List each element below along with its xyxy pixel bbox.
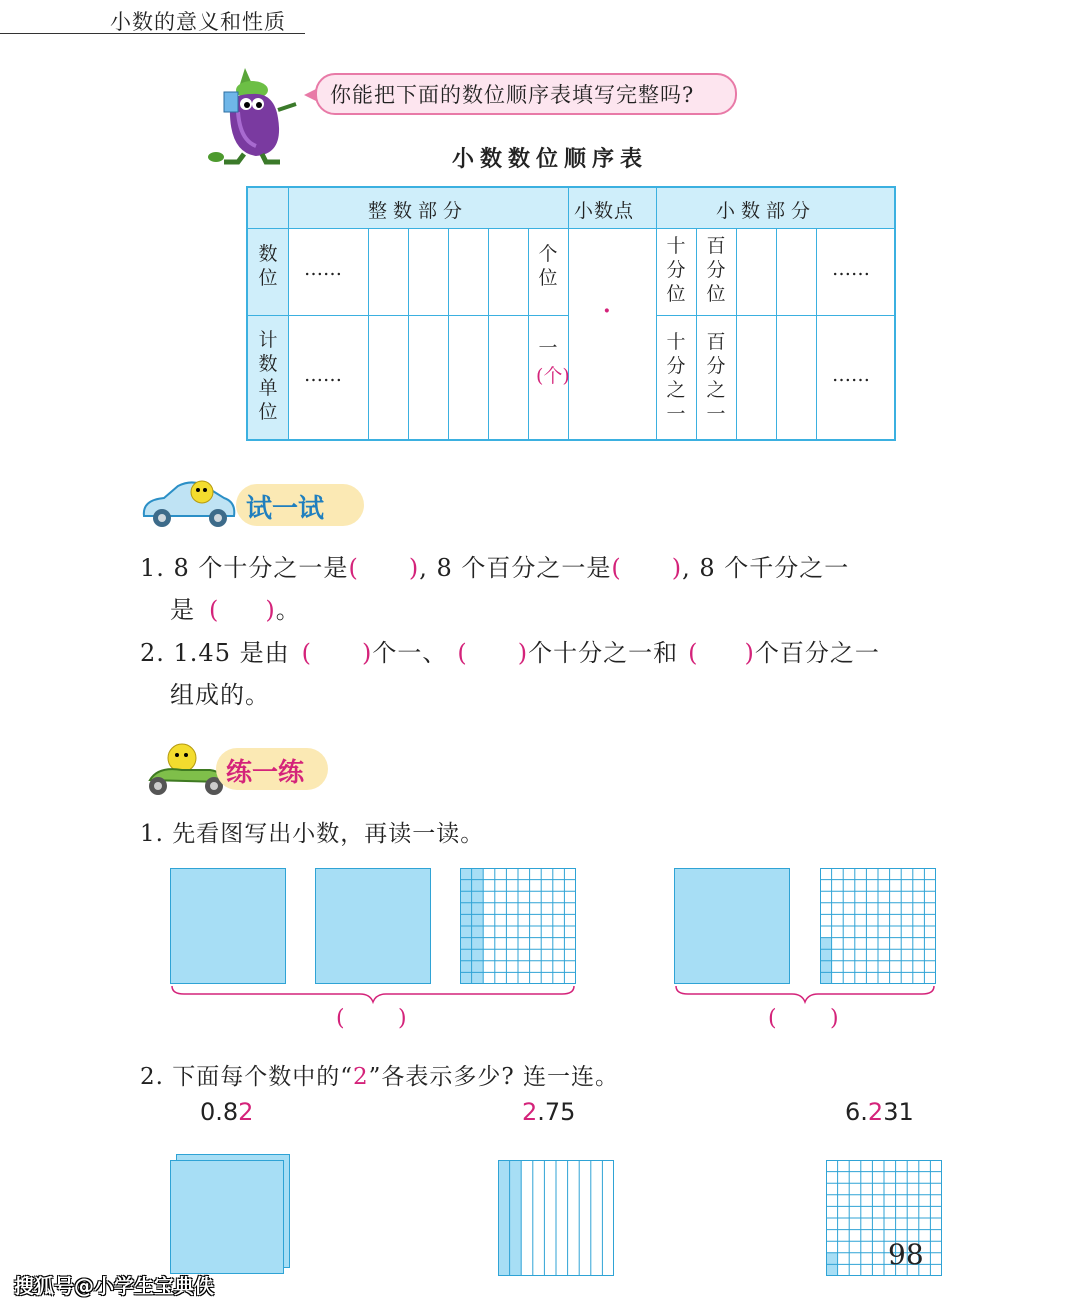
try-q1-line2: 是 ( )。 [170, 596, 301, 624]
ellipsis-right-row2: …… [832, 364, 870, 386]
practice-q2-text: 2. 下面每个数中的“2”各表示多少? 连一连。 [140, 1064, 620, 1090]
place-value-table [246, 186, 896, 441]
hundred-grid-4-cells-shaded [820, 868, 936, 984]
answer-paren-close-right: ) [830, 1006, 839, 1031]
curly-brace-right [674, 984, 936, 1004]
curly-brace-left [170, 984, 576, 1004]
answer-paren-open-right: ( [768, 1006, 777, 1031]
eggplant-mascot-illustration [200, 62, 300, 167]
header-rule [0, 33, 305, 34]
stacked-square-front [170, 1160, 284, 1274]
ellipsis-right-row1: …… [832, 258, 870, 280]
row-label-unit: 计数单位 [258, 329, 278, 423]
row-label-place: 数位 [258, 243, 278, 289]
hundredths-place-label: 百分位 [706, 235, 726, 305]
answer-paren-open-left: ( [336, 1006, 345, 1031]
ones-unit-label: 一 [538, 337, 558, 359]
number-6-231: 6.231 [845, 1098, 914, 1126]
hundredths-unit-label: 百分之一 [706, 331, 726, 425]
decimal-point-dot: · [603, 298, 611, 324]
page-header-title: 小数的意义和性质 [110, 10, 286, 34]
header-integer-part: 整数部分 [368, 200, 469, 222]
try-q1-line1: 1. 8 个十分之一是( ), 8 个百分之一是( ), 8 个千分之一 [140, 554, 850, 582]
speech-bubble-text: 你能把下面的数位顺序表填写完整吗? [330, 83, 695, 107]
try-q2-line2: 组成的。 [170, 681, 270, 709]
watermark: 搜狐号@小学生宝典佚 [14, 1274, 214, 1298]
table-title: 小数数位顺序表 [452, 147, 649, 172]
try-q2-line1: 2. 1.45 是由 ( )个一、 ( )个十分之一和 ( )个百分之一 [140, 639, 880, 667]
full-square-2 [315, 868, 431, 984]
full-square-1 [170, 868, 286, 984]
tenths-place-label: 十分位 [666, 235, 686, 305]
ones-unit-paren: (个) [536, 365, 570, 387]
answer-paren-close-left: ) [398, 1006, 407, 1031]
practice-q1-text: 1. 先看图写出小数，再读一读。 [140, 821, 485, 847]
practice-section-title: 练一练 [226, 758, 305, 788]
hundred-grid-2-columns-shaded [460, 868, 576, 984]
tenths-unit-label: 十分之一 [666, 331, 686, 425]
hundred-grid-small-shaded [826, 1160, 942, 1276]
number-2-75: 2.75 [522, 1098, 576, 1126]
ones-place-label: 个位 [538, 243, 558, 289]
full-square-3 [674, 868, 790, 984]
header-decimal-part: 小数部分 [716, 200, 817, 222]
page-number: 98 [888, 1238, 924, 1271]
number-0-82: 0.82 [200, 1098, 254, 1126]
header-decimal-point: 小数点 [574, 200, 635, 222]
tenths-strip-grid [498, 1160, 614, 1276]
ellipsis-left-row2: …… [304, 364, 342, 386]
try-section-title: 试一试 [246, 494, 325, 524]
car-mascot-illustration [138, 476, 238, 530]
ellipsis-left-row1: …… [304, 258, 342, 280]
